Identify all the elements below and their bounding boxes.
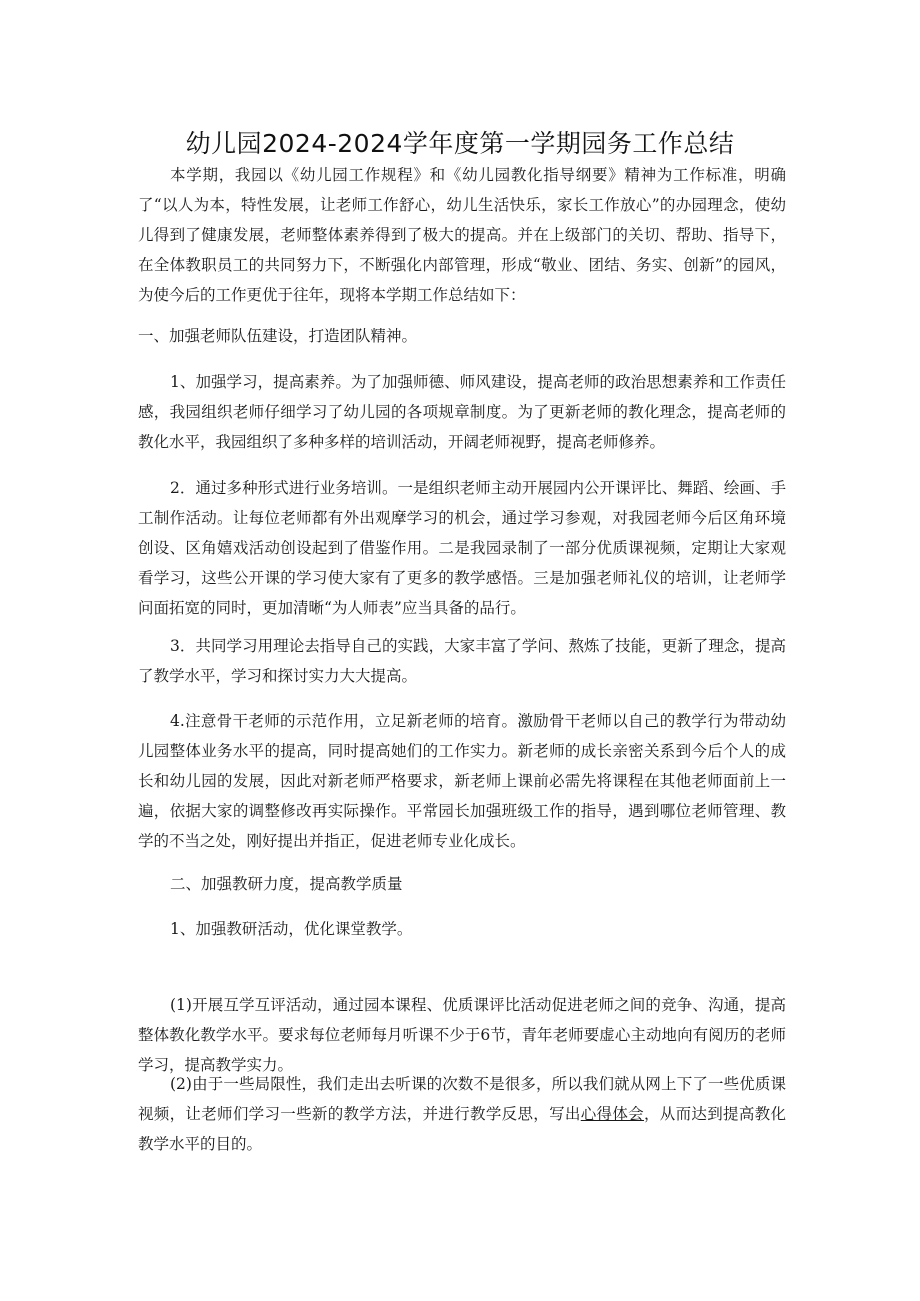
- section2-para2: [138, 1069, 786, 1159]
- section1-item3: 3．共同学习用理论去指导自己的实践，大家丰富了学问、熬炼了技能，更新了理念，提高了教学水平，学习和探讨实力大大提高。: [138, 637, 786, 685]
- section2-heading: 二、加强教研力度，提高教学质量: [170, 875, 403, 893]
- section2-para2-text-b: ，从而达到提高教化教学水平的目的。: [138, 1105, 786, 1153]
- section1-heading: 一、加强老师队伍建设，打造团队精神。: [138, 327, 418, 345]
- section2-para2-text-a: (2)由于一些局限性，我们走出去听课的次数不是很多，所以我们就从网上下了一些优质课视频，让老师们学习一些新的教学方法，并进行教学反思，写出: [138, 1075, 786, 1123]
- section2-para1: (1)开展互学互评活动，通过园本课程、优质课评比活动促进老师之间的竞争、沟通，提高整体教化教学水平。要求每位老师每月听课不少于6节，青年老师要虚心主动地向有阅历的老师学习，提高教学实力。: [138, 996, 786, 1074]
- section1-item1: 1、加强学习，提高素养。为了加强师德、师风建设，提高老师的政治思想素养和工作责任感，我园组织老师仔细学习了幼儿园的各项规章制度。为了更新老师的教化理念，提高老师的教化水平，我园组织了多种多样的培训活动，开阔老师视野，提高老师修养。: [138, 373, 786, 451]
- section1-item4: 4.注意骨干老师的示范作用，立足新老师的培育。激励骨干老师以自己的教学行为带动幼儿园整体业务水平的提高，同时提高她们的工作实力。新老师的成长亲密关系到今后个人的成长和幼儿园的发展，因此对新老师严格要求，新老师上课前必需先将课程在其他老师面前上一遍，依据大家的调整修改再实际操作。平常园长加强班级工作的指导，遇到哪位老师管理、教学的不当之处，刚好提出并指正，促进老师专业化成长。: [138, 712, 786, 850]
- intro-paragraph: 本学期，我园以《幼儿园工作规程》和《幼儿园教化指导纲要》精神为工作标准，明确了“以人为本，特性发展，让老师工作舒心，幼儿生活快乐，家长工作放心”的办园理念，使幼儿得到了健康发展，老师整体素养得到了极大的提高。并在上级部门的关切、帮助、指导下，在全体教职员工的共同努力下，不断强化内部管理，形成“敬业、团结、务实、创新”的园风，为使今后的工作更优于往年，现将本学期工作总结如下：: [138, 166, 786, 304]
- section2-sub1: 1、加强教研活动，优化课堂教学。: [170, 920, 413, 938]
- page-title: 幼儿园2024-2024学年度第一学期园务工作总结: [185, 129, 735, 158]
- section1-item2: 2．通过多种形式进行业务培训。一是组织老师主动开展园内公开课评比、舞蹈、绘画、手工制作活动。让每位老师都有外出观摩学习的机会，通过学习参观，对我园老师今后区角环境创设、区角嬉戏活动创设起到了借鉴作用。二是我园录制了一部分优质课视频，定期让大家观看学习，这些公开课的学习使大家有了更多的教学感悟。三是加强老师礼仪的培训，让老师学问面拓宽的同时，更加清晰“为人师表”应当具备的品行。: [138, 479, 786, 617]
- heart-experience-link[interactable]: 心得体会: [580, 1105, 644, 1123]
